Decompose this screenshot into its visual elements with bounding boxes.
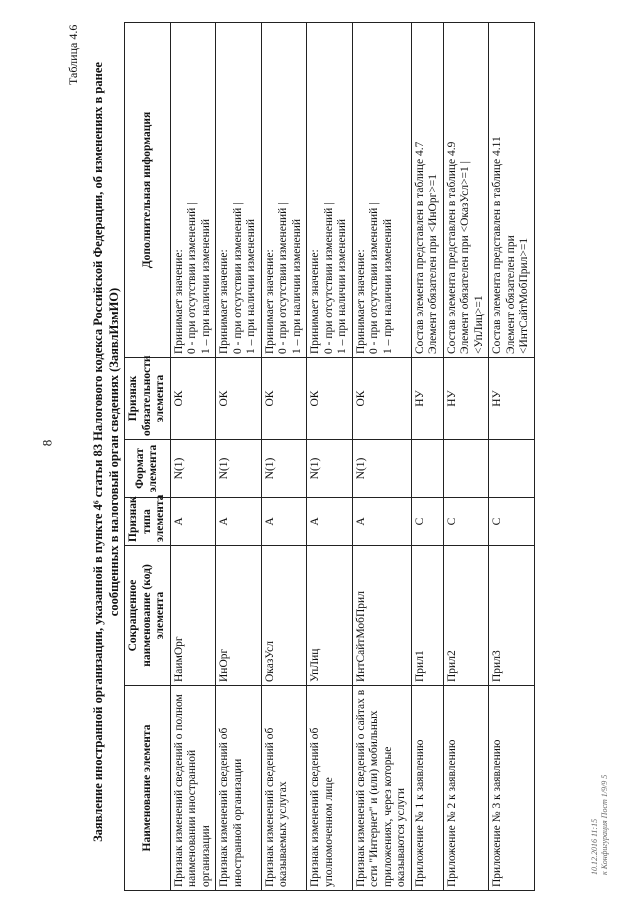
- cell-info: [261, 23, 307, 358]
- header-name: Наименование элемента: [125, 686, 171, 891]
- cell-required: НУ: [411, 358, 443, 440]
- cell-format: N(1): [216, 440, 262, 498]
- table-header-row: [125, 23, 171, 891]
- cell-code: Прил1: [411, 546, 443, 686]
- table-row: [411, 23, 443, 891]
- cell-type: А: [352, 498, 411, 546]
- title-line-2: сообщенных в налоговый орган сведениях (ЗаявлИзмИО): [107, 287, 121, 617]
- table-row: [261, 23, 307, 891]
- stamp-line-2: к Конфигурация Пост 1/9/9 5: [600, 774, 609, 875]
- cell-type: А: [307, 498, 353, 546]
- info-line: 1 – при наличии изменений: [290, 218, 303, 354]
- cell-code: УпЛиц: [307, 546, 353, 686]
- cell-name: Приложение № 3 к заявлению: [489, 686, 535, 891]
- header-required: Признак обязательности элемента: [125, 358, 171, 440]
- cell-info: [307, 23, 353, 358]
- info-line: 1 – при наличии изменений: [245, 218, 257, 354]
- header-type: Признак типа элемента: [125, 498, 171, 546]
- cell-required: НУ: [443, 358, 489, 440]
- cell-type: С: [443, 498, 489, 546]
- info-line: Принимает значение:: [263, 249, 276, 354]
- cell-required: ОК: [352, 358, 411, 440]
- cell-info: [489, 23, 535, 358]
- stamp-line-1: 10.12.2016 11:15: [590, 818, 599, 875]
- header-short-name: Сокращенное наименование (код) элемента: [125, 546, 171, 686]
- cell-type: А: [170, 498, 216, 546]
- cell-required: ОК: [216, 358, 262, 440]
- header-format: Формат элемента: [125, 440, 171, 498]
- info-line: Элемент обязателен при: [504, 235, 517, 354]
- info-line: Состав элемента представлен в таблице 4.7: [413, 141, 426, 354]
- cell-format: N(1): [170, 440, 216, 498]
- info-line: 0 - при отсутствии изменений |: [368, 202, 380, 354]
- table-row: [352, 23, 411, 891]
- cell-name: Признак изменений сведений о сайтах в сети "Интернет" и (или) мобильных приложениях, через которые оказываются услуги: [352, 686, 411, 891]
- info-line: 0 - при отсутствии изменений |: [186, 202, 198, 354]
- cell-type: А: [261, 498, 307, 546]
- info-line: Принимает значение:: [309, 249, 321, 354]
- cell-info: [411, 23, 443, 358]
- cell-required: НУ: [489, 358, 535, 440]
- info-line: 1 – при наличии изменений: [381, 218, 394, 354]
- cell-code: Прил3: [489, 546, 535, 686]
- cell-name: Приложение № 2 к заявлению: [443, 686, 489, 891]
- table-row: [489, 23, 535, 891]
- cell-format: N(1): [261, 440, 307, 498]
- info-line: 1 – при наличии изменений: [199, 218, 212, 354]
- info-line: 0 - при отсутствии изменений |: [277, 202, 289, 354]
- info-line: Принимает значение:: [218, 249, 230, 354]
- cell-required: ОК: [261, 358, 307, 440]
- info-line: <УпЛиц>=1: [472, 295, 485, 354]
- cell-code: ИнОрг: [216, 546, 262, 686]
- table-row: [170, 23, 216, 891]
- print-stamp: [590, 775, 610, 875]
- info-line: Состав элемента представлен в таблице 4.9: [445, 141, 458, 354]
- info-line: Элемент обязателен при <ИнОрг>=1: [427, 173, 439, 354]
- cell-type: С: [489, 498, 535, 546]
- cell-format: [411, 440, 443, 498]
- cell-info: [352, 23, 411, 358]
- table-label: Таблица 4.6: [66, 24, 80, 85]
- info-line: Принимает значение:: [354, 249, 367, 354]
- cell-format: [489, 440, 535, 498]
- document-title: [90, 27, 122, 877]
- cell-format: N(1): [307, 440, 353, 498]
- cell-code: Прил2: [443, 546, 489, 686]
- cell-format: N(1): [352, 440, 411, 498]
- cell-name: Приложение № 1 к заявлению: [411, 686, 443, 891]
- cell-code: ИнтСайтМобПрил: [352, 546, 411, 686]
- info-line: 0 - при отсутствии изменений |: [231, 202, 244, 354]
- title-line-1: Заявление иностранной организации, указанной в пункте 4⁶ статьи 83 Налогового кодекса Российской Федерации, об изменениях в ранее: [91, 62, 105, 842]
- info-line: 1 – при наличии изменений: [336, 218, 348, 354]
- cell-name: Признак изменений сведений об иностранной организации: [216, 686, 262, 891]
- cell-info: [170, 23, 216, 358]
- cell-info: [216, 23, 262, 358]
- page-number: 8: [39, 439, 55, 447]
- cell-name: Признак изменений сведений об уполномоченном лице: [307, 686, 353, 891]
- info-line: 0 - при отсутствии изменений |: [322, 202, 335, 354]
- table-row: [307, 23, 353, 891]
- cell-type: С: [411, 498, 443, 546]
- table-row: [443, 23, 489, 891]
- cell-name: Признак изменений сведений об оказываемых услугах: [261, 686, 307, 891]
- cell-type: А: [216, 498, 262, 546]
- info-line: Состав элемента представлен в таблице 4.11: [491, 136, 503, 354]
- cell-info: [443, 23, 489, 358]
- cell-code: ОказУсл: [261, 546, 307, 686]
- info-line: Принимает значение:: [172, 249, 185, 354]
- table-row: [216, 23, 262, 891]
- cell-name: Признак изменений сведений о полном наименовании иностранной организации: [170, 686, 216, 891]
- cell-required: ОК: [307, 358, 353, 440]
- cell-required: ОК: [170, 358, 216, 440]
- header-info: Дополнительная информация: [125, 23, 171, 358]
- cell-format: [443, 440, 489, 498]
- cell-code: НаимОрг: [170, 546, 216, 686]
- elements-table: [124, 22, 535, 891]
- info-line: <ИнтСайтМобПрил>=1: [518, 237, 530, 354]
- info-line: Элемент обязателен при <ОказУсл>=1 |: [459, 161, 471, 354]
